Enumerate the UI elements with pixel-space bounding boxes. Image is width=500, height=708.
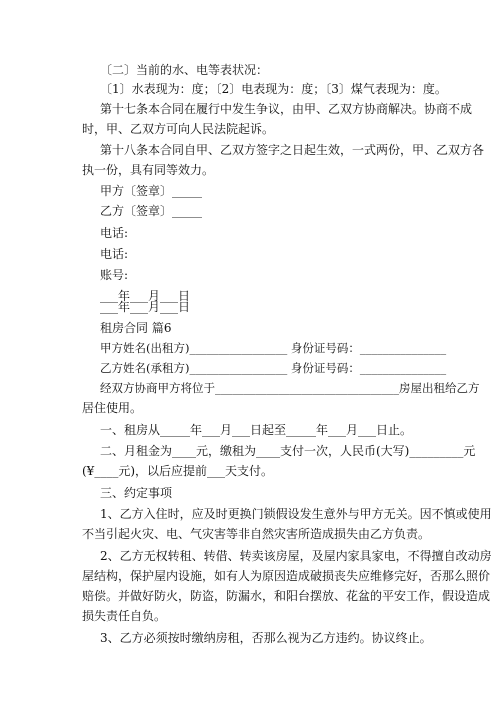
phone-line-2: 电话: (100, 247, 129, 261)
article-17-line-1: 第十七条本合同在履行中发生争议，由甲、乙双方协商解决。协商不成 (100, 102, 473, 116)
article-17-line-2: 时，甲、乙双方可向人民法院起诉。 (82, 122, 275, 136)
clause-2-line-1: 2、乙方无权转租、转借、转卖该房屋，及屋内家具家电，不得擅自改动房 (100, 549, 492, 563)
clause-2-line-3: 赔偿。并做好防火，防盗，防漏水，和阳台摆放、花盆的平安工作，假设造成 (82, 589, 491, 603)
phone-line-1: 电话: (100, 226, 129, 240)
party-a-signature: 甲方〔签章〕_____ (100, 184, 203, 198)
tenant-name-line: 乙方姓名(承租方)_________________ 身份证号码：_______________ (100, 361, 447, 375)
landlord-name-line: 甲方姓名(出租方)_________________ 身份证号码：_______________ (100, 341, 447, 355)
date-line-2: ___年___月___日 (100, 300, 191, 314)
clause-3-line-1: 3、乙方必须按时缴纳房租，否那么视为乙方违约。协议终止。 (100, 631, 432, 645)
rent-amount-line-2: (¥____元)，以后应提前___天支付。 (82, 464, 273, 478)
property-location-line-2: 居住使用。 (82, 401, 143, 415)
meter-status-heading: 〔二〕当前的水、电等表状况： (100, 63, 269, 77)
account-line: 账号: (100, 268, 129, 282)
meter-readings: 〔1〕水表现为：度；〔2〕电表现为：度；〔3〕煤气表现为：度。 (100, 82, 447, 96)
clause-2-line-4: 损失责任自负。 (82, 609, 167, 623)
article-18-line-2: 执一份，具有同等效力。 (82, 163, 215, 177)
rent-amount-line-1: 二、月租金为____元，缴租为____支付一次，人民币(大写)_________元 (100, 444, 476, 458)
property-location-line-1: 经双方协商甲方将位于________________________________房屋出租给乙方 (100, 381, 480, 395)
section-3-heading: 三、约定事项 (100, 486, 173, 500)
rental-period: 一、租房从_____年___月___日起至_____年___月___日止。 (100, 423, 413, 437)
contract-title: 租房合同 篇6 (100, 321, 172, 335)
article-18-line-1: 第十八条本合同自甲、乙双方签字之日起生效，一式两份，甲、乙双方各 (100, 143, 485, 157)
date-line-1: ___年___月___日 (100, 289, 191, 303)
clause-1-line-2: 不当引起火灾、电、气灾害等非自然灾害所造成损失由乙方负责。 (82, 527, 431, 541)
party-b-signature: 乙方〔签章〕_____ (100, 204, 203, 218)
clause-1-line-1: 1、乙方入住时，应及时更换门锁假设发生意外与甲方无关。因不慎或使用 (100, 507, 492, 521)
clause-2-line-2: 屋结构，保护屋内设施，如有人为原因造成破损丧失应维修完好，否那么照价 (82, 569, 491, 583)
